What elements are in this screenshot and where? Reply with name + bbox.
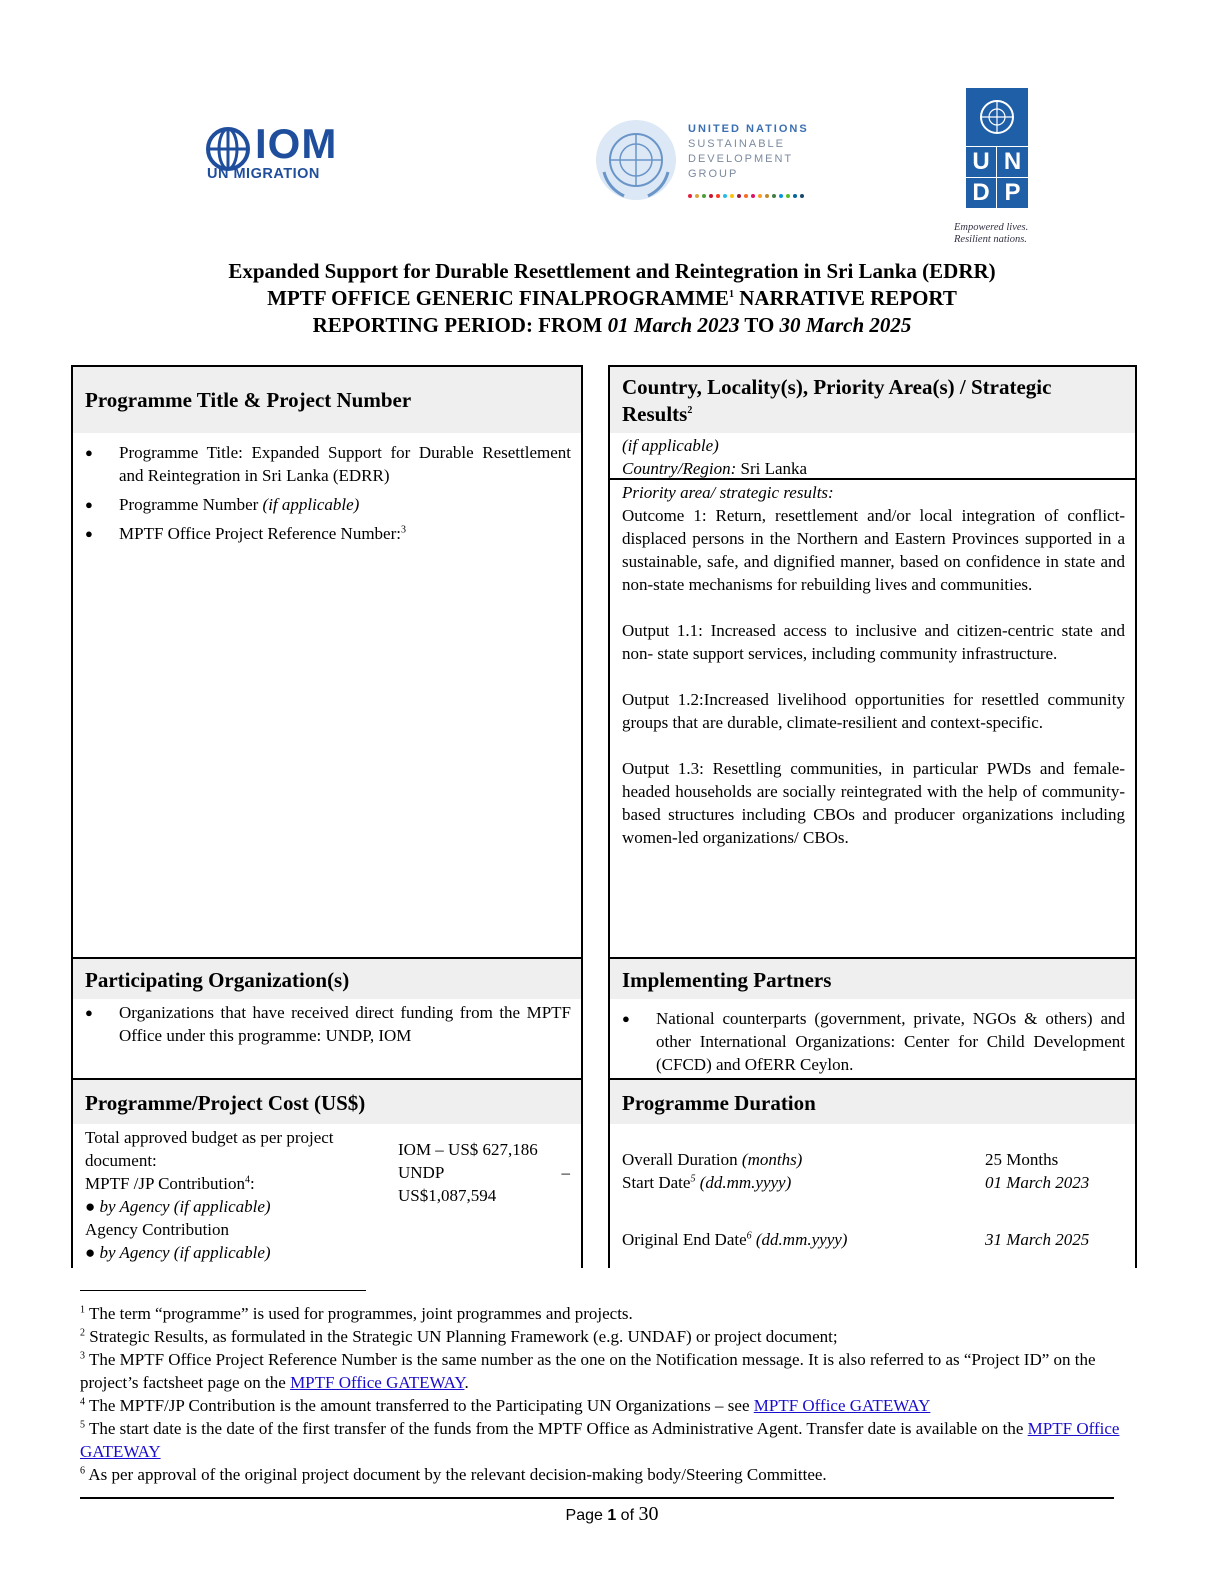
- footnote-1: $^1$ The term “programme” is used for programmes, joint programmes and projects.: [80, 1304, 633, 1323]
- priority-label: Priority area/ strategic results:: [622, 483, 834, 502]
- output-paragraph: Output 1.1: Increased access to inclusive and citizen-centric state and non- state support services, including community infrastructure.: [622, 621, 1125, 663]
- footnote-4: $^4$ The MPTF/JP Contribution is the amount transferred to the Participating UN Organizations – see MPTF Office GATEWAY: [80, 1396, 931, 1415]
- box-heading: Participating Organization(s): [73, 959, 581, 999]
- by-agency-note: ● by Agency (if applicable): [85, 1197, 271, 1216]
- report-title-block: [60, 258, 1164, 339]
- cost-box: [71, 1078, 583, 1268]
- programme-title-box: [71, 365, 583, 959]
- undp-letters: U N D P: [966, 146, 1028, 208]
- box-heading: Programme Title & Project Number: [73, 367, 581, 433]
- gateway-link[interactable]: MPTF Office GATEWAY: [290, 1373, 465, 1392]
- gateway-link[interactable]: MPTF Office GATEWAY: [753, 1396, 931, 1415]
- un-emblem-icon: [966, 88, 1028, 146]
- un-emblem-icon: [594, 118, 678, 202]
- footnote-rule: [80, 1290, 366, 1291]
- programme-number-item: ● Programme Number (if applicable): [85, 493, 571, 516]
- report-subtitle: MPTF OFFICE GENERIC FINALPROGRAMME$^1$ NARRATIVE REPORT: [267, 286, 957, 310]
- iom-logo: [205, 120, 355, 186]
- undp-amount: US$1,087,594: [398, 1186, 497, 1205]
- undp-logo: [966, 88, 1028, 208]
- budget-label: Total approved budget as per project document:: [85, 1128, 334, 1170]
- output-paragraph: Output 1.2:Increased livelihood opportunities for resettled community groups that are durable, climate-resilient and context-specific.: [622, 690, 1125, 732]
- iom-subtitle: UN MIGRATION: [207, 166, 320, 182]
- footnote-3: $^3$ The MPTF Office Project Reference Number is the same number as the one on the Notification message. It is also referred to as “Project ID” on the project’s factsheet page on the MPTF Office GATEWAY.: [80, 1350, 1096, 1392]
- iom-wordmark: IOM: [255, 120, 338, 167]
- implementing-box: [608, 957, 1137, 1080]
- end-date-row: Original End Date$^6$ (dd.mm.yyyy) 31 March 2025: [622, 1230, 1090, 1249]
- programme-title: Expanded Support for Durable Resettlement and Reintegration in Sri Lanka (EDRR): [228, 259, 996, 283]
- duration-box: [608, 1078, 1137, 1268]
- unsdg-logo: [594, 118, 834, 204]
- reporting-period: REPORTING PERIOD: FROM 01 March 2023 TO 30 March 2025: [312, 313, 912, 337]
- iom-amount: IOM – US$ 627,186: [398, 1140, 538, 1159]
- agency-contribution-label: Agency Contribution: [85, 1220, 230, 1239]
- box-heading: Programme/Project Cost (US$): [73, 1080, 581, 1124]
- box-heading: Implementing Partners: [610, 959, 1135, 999]
- implementing-item: ● National counterparts (government, private, NGOs & others) and other International Organizations: Center for Child Development (CFCD) and OfERR Ceylon.: [622, 1007, 1125, 1076]
- programme-title-item: ● Programme Title: Expanded Support for Durable Resettlement and Reintegration in Sri Lanka (EDRR): [85, 441, 571, 487]
- page-number: Page 1 of 30: [565, 1503, 659, 1525]
- box-heading: Programme Duration: [610, 1080, 1135, 1124]
- start-date-row: Start Date$^5$ (dd.mm.yyyy) 01 March 2023: [622, 1173, 1090, 1192]
- mptf-contribution-label: MPTF /JP Contribution$^4$:: [85, 1174, 255, 1193]
- overall-duration-row: Overall Duration (months) 25 Months: [622, 1150, 1059, 1169]
- footnote-5: $^5$ The start date is the date of the first transfer of the funds from the MPTF Office as Administrative Agent. Transfer date is available on the MPTF Office GATEWAY: [80, 1419, 1120, 1461]
- output-paragraph: Output 1.3: Resettling communities, in particular PWDs and female-headed households are socially reintegrated with the help of community-based structures including CBOs and producer organizations including women-led organizations/ CBOs.: [622, 759, 1125, 847]
- undp-tagline: Empowered lives. Resilient nations.: [954, 222, 1029, 245]
- reference-number-item: ● MPTF Office Project Reference Number:$^3$: [85, 522, 571, 545]
- country-box: [608, 365, 1137, 959]
- footnote-6: $^6$ As per approval of the original project document by the relevant decision-making body/Steering Committee.: [80, 1465, 827, 1484]
- box-heading: Country, Locality(s), Priority Area(s) / Strategic Results$^2$: [610, 367, 1135, 433]
- footnotes: [80, 1302, 1120, 1486]
- participating-box: [71, 957, 583, 1080]
- divider: [610, 478, 1135, 480]
- footnote-2: $^2$ Strategic Results, as formulated in the Strategic UN Planning Framework (e.g. UNDAF) or project document;: [80, 1327, 838, 1346]
- participating-item: ● Organizations that have received direct funding from the MPTF Office under this programme: UNDP, IOM: [85, 1001, 571, 1047]
- by-agency-note: ● by Agency (if applicable): [85, 1243, 271, 1262]
- gateway-link[interactable]: MPTF Office GATEWAY: [80, 1419, 1120, 1461]
- undp-amount-row: UNDP –: [398, 1163, 570, 1182]
- page-rule: [80, 1497, 1114, 1499]
- unsdg-wordmark: UNITED NATIONS SUSTAINABLE DEVELOPMENT GROUP: [688, 123, 809, 180]
- sdg-color-dots: [688, 194, 804, 198]
- if-applicable-note: (if applicable): [622, 436, 719, 455]
- country-region: Country/Region: Sri Lanka: [622, 459, 808, 478]
- outcome-paragraph: Outcome 1: Return, resettlement and/or local integration of conflict-displaced persons in the Northern and Eastern Provinces supported in a sustainable, safe, and dignified manner, based on confidence in state and non-state mechanisms for rebuilding lives and communities.: [622, 506, 1125, 594]
